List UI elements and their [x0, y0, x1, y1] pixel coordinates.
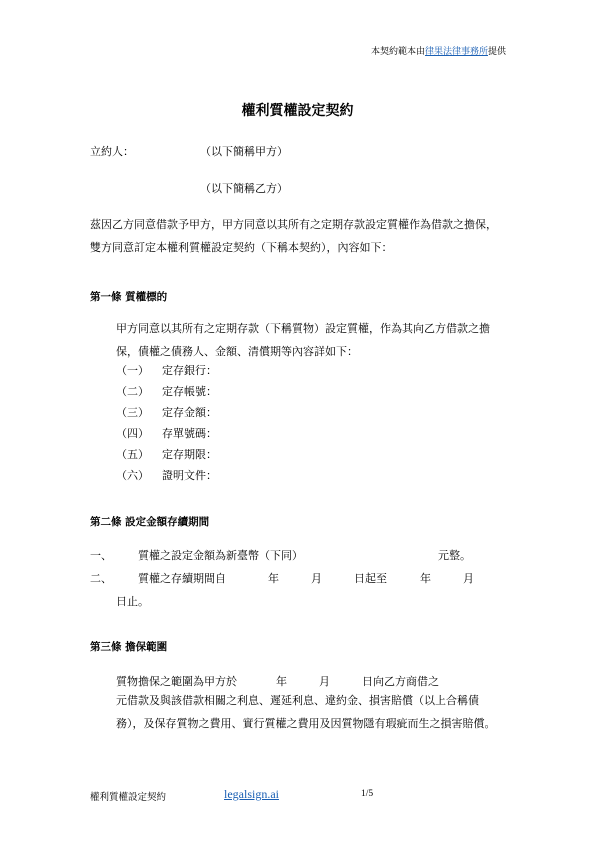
period-year-to: 年	[420, 572, 431, 585]
provider-note	[371, 44, 506, 57]
item-amount: 定存金額：	[162, 406, 217, 419]
party-b-note: （以下簡稱乙方）	[200, 182, 288, 195]
clause-number: 一、	[90, 549, 112, 562]
period-day-from: 日起至	[354, 572, 387, 585]
article-3-heading: 第三條 擔保範圍	[90, 641, 168, 653]
period-year-from: 年	[268, 572, 279, 585]
clause-number: 二、	[90, 572, 112, 585]
provider-suffix: 提供	[487, 47, 506, 57]
period-month-from: 月	[311, 572, 322, 585]
preamble: 茲因乙方同意借款予甲方，甲方同意以其所有之定期存款設定質權作為借款之擔保，雙方同意訂定本權利質權設定契約（下稱本契約），內容如下：	[90, 218, 497, 254]
scope-text-b: 日向乙方商借之	[362, 675, 439, 688]
article-1-heading: 第一條 質權標的	[90, 291, 168, 303]
item-documents: 證明文件：	[162, 469, 217, 482]
item-term: 定存期限：	[162, 448, 217, 461]
item-number: （四）	[116, 427, 149, 440]
item-account: 定存帳號：	[162, 385, 217, 398]
item-bank: 定存銀行：	[162, 364, 217, 377]
parties-label: 立約人：	[90, 145, 134, 158]
scope-month: 月	[319, 675, 330, 688]
period-month-to: 月	[463, 572, 474, 585]
provider-prefix: 本契約範本由	[370, 47, 425, 57]
article-2-heading: 第二條 設定金額存續期間	[90, 516, 210, 528]
clause-amount-end: 元整。	[438, 549, 471, 562]
article-1-body: 甲方同意以其所有之定期存款（下稱質物）設定質權，作為其向乙方借款之擔保，債權之債務人、金額、清償期等內容詳如下：	[116, 322, 490, 358]
footer-site-link[interactable]: legalsign.ai	[224, 787, 279, 801]
clause-amount-text: 質權之設定金額為新臺幣（下同）	[138, 549, 303, 562]
scope-text-a: 質物擔保之範圍為甲方於	[116, 675, 237, 688]
footer-doc-name: 權利質權設定契約	[90, 792, 167, 803]
period-day-to: 日止。	[116, 595, 149, 608]
clause-period-text: 質權之存續期間自	[138, 572, 226, 585]
page-number: 1/5	[361, 789, 374, 799]
item-number: （一）	[116, 364, 149, 377]
law-firm-link[interactable]: 律果法律事務所	[424, 47, 488, 57]
document-title: 權利質權設定契約	[241, 103, 354, 119]
party-a-note: （以下簡稱甲方）	[200, 145, 288, 158]
item-number: （六）	[116, 469, 149, 482]
scope-body: 元借款及與該借款相關之利息、遲延利息、違約金、損害賠償（以上合稱債務），及保存質物之費用、實行質權之費用及因質物隱有瑕疵而生之損害賠償。	[116, 694, 496, 730]
item-number: （三）	[116, 406, 149, 419]
item-certificate-no: 存單號碼：	[162, 427, 217, 440]
item-number: （五）	[116, 448, 149, 461]
scope-year: 年	[276, 675, 287, 688]
item-number: （二）	[116, 385, 149, 398]
